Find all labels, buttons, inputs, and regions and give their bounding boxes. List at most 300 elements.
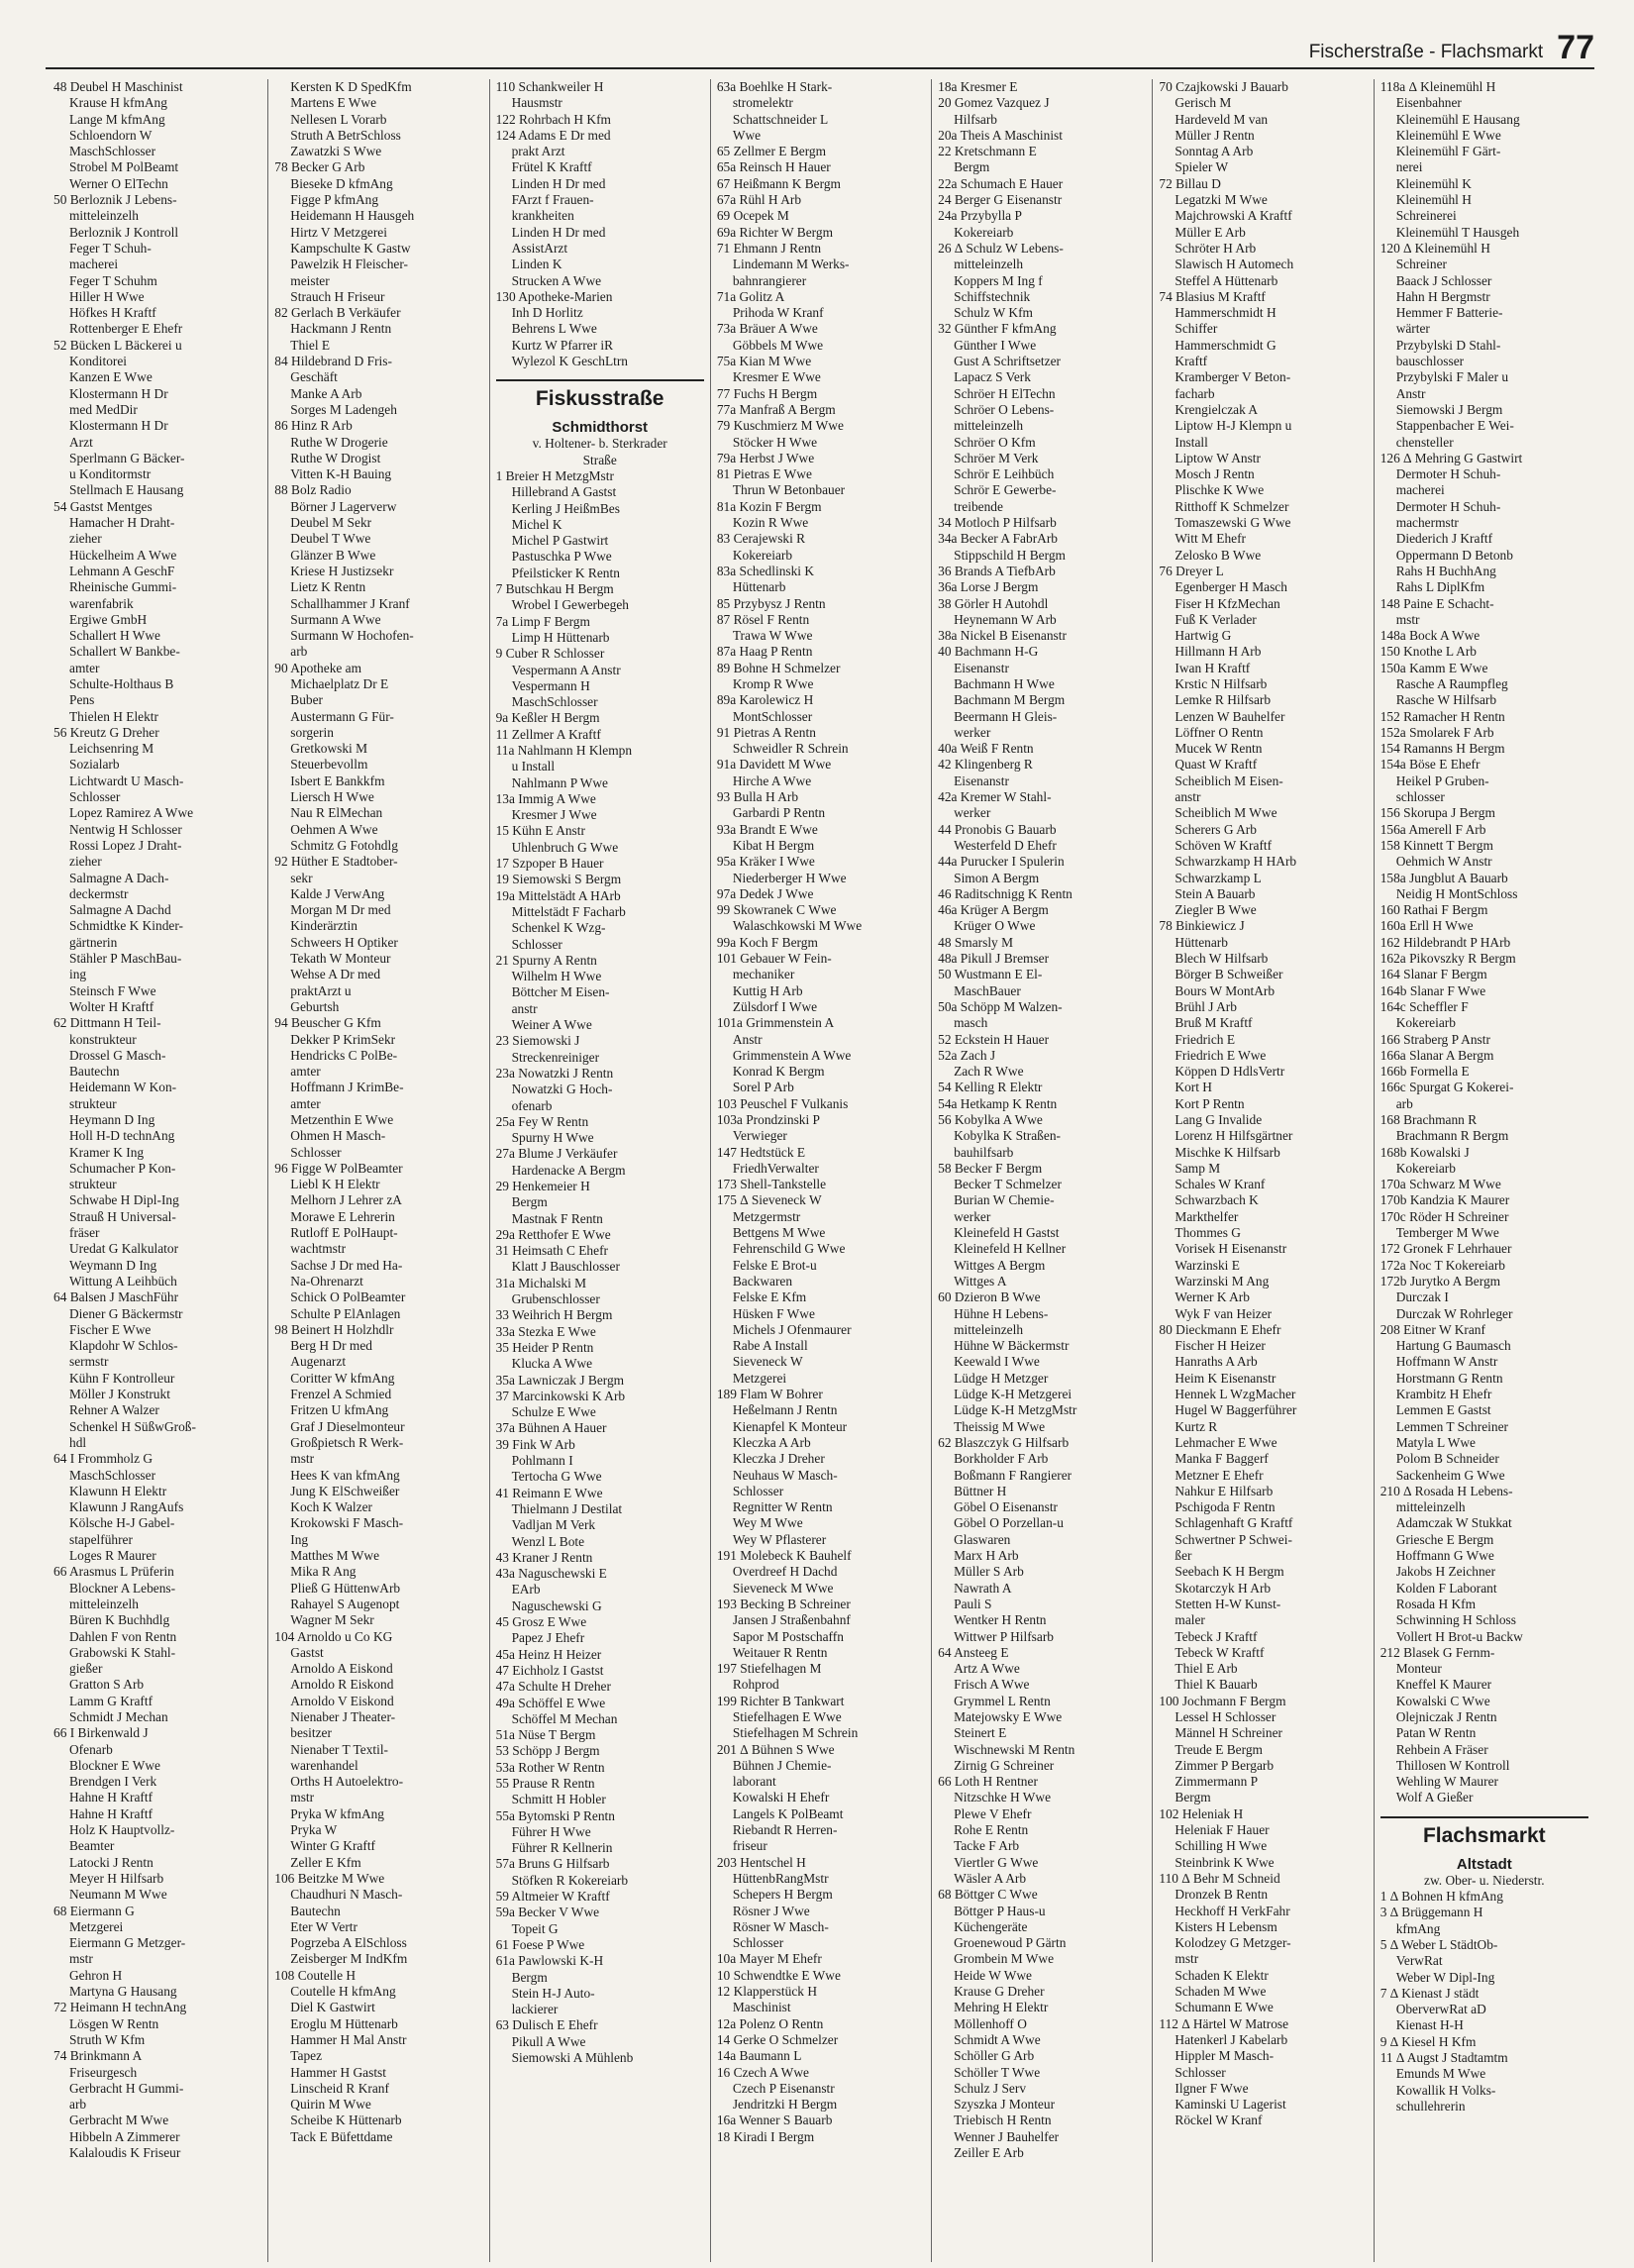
district-heading: Schmidthorst (552, 419, 649, 437)
directory-entry: Limp H Hüttenarb (511, 629, 610, 645)
directory-entry: Kisters H Lebensm (1174, 1918, 1277, 1934)
house-number-entry: 118a ∆ Kleinemühl H (1379, 79, 1496, 94)
directory-entry: Fritzen U kfmAng (290, 1402, 389, 1418)
directory-entry: Bautechn (69, 1064, 120, 1080)
directory-entry: Schwarzkamp H HArb (1174, 854, 1297, 870)
directory-entry: Berloznik J Kontroll (69, 224, 179, 240)
directory-entry: Nitzschke H Wwe (954, 1790, 1052, 1805)
directory-entry: Kleczka A Arb (732, 1434, 811, 1450)
house-number-entry: 112 ∆ Härtel W Matrose (1159, 2015, 1289, 2031)
house-number-entry: 55 Prause R Rentn (495, 1775, 595, 1791)
directory-entry: Rösner J Wwe (732, 1903, 810, 1918)
directory-entry: Fiser H KfzMechan (1174, 595, 1280, 611)
directory-entry: mitteleinzelh (69, 1596, 139, 1611)
directory-entry: Wehse A Dr med (290, 967, 381, 982)
directory-entry: sorgerin (290, 724, 334, 740)
directory-entry: bauhilfsarb (954, 1144, 1014, 1160)
house-number-entry: 103a Prondzinski P (716, 1112, 820, 1127)
directory-entry: Steffel A Hüttenarb (1174, 272, 1278, 288)
house-number-entry: 94 Beuscher G Kfm (274, 1015, 381, 1031)
directory-entry: Eisenanstr (954, 660, 1009, 675)
directory-entry: Zirnig G Schreiner (954, 1757, 1055, 1773)
directory-entry: Hillebrand A Gastst (511, 484, 617, 500)
directory-entry: Höfkes H Kraftf (69, 305, 156, 321)
directory-entry: sekr (290, 870, 313, 885)
directory-entry: Nahkur E Hilfsarb (1174, 1483, 1274, 1498)
directory-entry: Struth A BetrSchloss (290, 127, 401, 143)
directory-entry: Kleczka J Dreher (732, 1451, 825, 1467)
directory-entry: Schiffer (1174, 321, 1218, 337)
directory-entry: Hemmer F Batterie- (1395, 305, 1503, 321)
house-number-entry: 20a Theis A Maschinist (938, 127, 1063, 143)
directory-entry: Kleinemühl T Hausgeh (1395, 224, 1520, 240)
house-number-entry: 93a Brandt E Wwe (716, 821, 818, 837)
directory-entry: Stähler P MaschBau- (69, 951, 182, 967)
house-number-entry: 24 Berger G Eisenanstr (938, 192, 1063, 208)
directory-entry: Hoffmann G Wwe (1395, 1548, 1494, 1564)
directory-entry: bahnrangierer (732, 272, 807, 288)
directory-entry: Möllenhoff O (954, 2015, 1027, 2031)
house-number-entry: 166 Straberg P Anstr (1379, 1031, 1490, 1047)
directory-entry: Thiel K Bauarb (1174, 1677, 1258, 1693)
directory-entry: Lange M kfmAng (69, 111, 165, 127)
directory-entry: Hammer H Gastst (290, 2064, 386, 2080)
directory-entry: Lehmacher E Wwe (1174, 1434, 1277, 1450)
directory-entry: chensteller (1395, 434, 1454, 450)
house-number-entry: 89a Karolewicz H (716, 692, 814, 708)
directory-entry: MaschSchlosser (69, 144, 156, 159)
house-number-entry: 85 Przybysz J Rentn (716, 595, 826, 611)
directory-entry: Hardenacke A Bergm (511, 1162, 626, 1178)
directory-entry: Hardeveld M van (1174, 111, 1269, 127)
directory-entry: Klatt J Bauschlosser (511, 1259, 620, 1275)
directory-entry: Steinert E (954, 1725, 1007, 1741)
house-number-entry: 35a Lawniczak J Bergm (495, 1372, 625, 1388)
directory-entry: Viertler G Wwe (954, 1854, 1039, 1870)
directory-entry: krankheiten (511, 208, 574, 224)
directory-entry: Klostermann H Dr (69, 385, 168, 401)
directory-entry: Morawe E Lehrerin (290, 1208, 395, 1224)
house-number-entry: 166b Formella E (1379, 1064, 1470, 1080)
house-number-entry: 81 Pietras E Wwe (716, 466, 812, 482)
house-number-entry: 168b Kowalski J (1379, 1144, 1470, 1160)
directory-entry: Schlosser (732, 1483, 784, 1498)
directory-entry: Felske E Kfm (732, 1289, 807, 1305)
directory-entry: Führer R Kellnerin (511, 1840, 613, 1856)
directory-entry: Bühnen J Chemie- (732, 1757, 832, 1773)
directory-entry: Salmagne A Dachd (69, 902, 171, 918)
directory-entry: Kowallik H Volks- (1395, 2082, 1496, 2098)
directory-entry: Schlosser (732, 1935, 784, 1951)
directory-entry: Pawelzik H Fleischer- (290, 257, 409, 272)
house-number-entry: 29 Henkemeier H (495, 1179, 590, 1193)
directory-entry: Steinbrink K Wwe (1174, 1854, 1275, 1870)
directory-entry: Tebeck J Kraftf (1174, 1628, 1258, 1644)
directory-entry: Lüdge H Metzger (954, 1370, 1049, 1386)
directory-entry: Gerisch M (1174, 95, 1232, 111)
directory-entry: AssistArzt (511, 240, 568, 256)
directory-entry: Strauch H Friseur (290, 288, 385, 304)
house-number-entry: 54a Hetkamp K Rentn (938, 1095, 1058, 1111)
directory-entry: werker (954, 1208, 991, 1224)
directory-entry: Schulte P ElAnlagen (290, 1305, 401, 1321)
house-number-entry: 18a Kresmer E (938, 79, 1018, 94)
directory-entry: Küchengeräte (954, 1918, 1028, 1934)
house-number-entry: 54 Kelling R Elektr (938, 1080, 1043, 1095)
directory-entry: Rabe A Install (732, 1338, 808, 1354)
house-number-entry: 83a Schedlinski K (716, 563, 815, 578)
directory-entry: anstr (511, 1000, 538, 1016)
house-number-entry: 19a Mittelstädt A HArb (495, 887, 621, 903)
directory-entry: Kinderärztin (290, 918, 357, 934)
directory-entry: Schröer H ElTechn (954, 385, 1056, 401)
directory-entry: Linscheid R Kranf (290, 2080, 389, 2096)
directory-entry: hdl (69, 1434, 87, 1450)
directory-entry: Schreiner (1395, 257, 1447, 272)
directory-entry: Orths H Autoelektro- (290, 1774, 404, 1790)
directory-entry: Schaden K Elektr (1174, 1967, 1269, 1983)
directory-entry: Konrad K Bergm (732, 1064, 825, 1080)
directory-entry: Schröer O Lebens- (954, 401, 1055, 417)
house-number-entry: 29a Retthofer E Wwe (495, 1226, 611, 1242)
house-number-entry: 91a Davidett M Wwe (716, 757, 832, 773)
directory-entry: Schulte-Holthaus B (69, 675, 174, 691)
directory-entry: Hahne H Kraftf (69, 1805, 153, 1821)
house-number-entry: 61 Foese P Wwe (495, 1936, 585, 1952)
directory-entry: Weymann D Ing (69, 1257, 157, 1273)
directory-entry: Schöller T Wwe (954, 2064, 1041, 2080)
directory-entry: Matyla L Wwe (1395, 1434, 1477, 1450)
house-number-entry: 90 Apotheke am (274, 660, 362, 675)
directory-entry: Schales W Kranf (1174, 1177, 1266, 1192)
directory-entry: Polom B Schneider (1395, 1451, 1499, 1467)
house-number-entry: 164c Scheffler F (1379, 998, 1469, 1014)
directory-entry: Mastnak F Rentn (511, 1210, 603, 1226)
directory-entry: Felske E Brot-u (732, 1257, 817, 1273)
directory-entry: Brendgen I Verk (69, 1774, 157, 1790)
directory-entry: machermstr (1395, 515, 1459, 531)
directory-entry: Sorges M Ladengeh (290, 401, 397, 417)
directory-entry: Rahs H BuchhAng (1395, 563, 1496, 578)
directory-entry: wärter (1395, 321, 1430, 337)
house-number-entry: 70 Czajkowski J Bauarb (1159, 79, 1288, 94)
house-number-entry: 66 Arasmus L Prüferin (53, 1564, 174, 1580)
directory-entry: Thillosen W Kontroll (1395, 1757, 1510, 1773)
house-number-entry: 97a Dedek J Wwe (716, 885, 814, 901)
directory-entry: Hühne W Bäckermstr (954, 1338, 1070, 1354)
directory-entry: MaschSchlosser (69, 1467, 156, 1483)
directory-entry: Plischke K Wwe (1174, 482, 1265, 498)
house-number-entry: 55a Bytomski P Rentn (495, 1807, 615, 1823)
directory-entry: Hartung G Baumasch (1395, 1338, 1511, 1354)
directory-entry: Coritter W kfmAng (290, 1370, 395, 1386)
directory-entry: Kuttig H Arb (732, 982, 803, 998)
column-1 (48, 79, 267, 2262)
directory-entry: MaschSchlosser (511, 694, 598, 710)
directory-entry: Heikel P Gruben- (1395, 773, 1489, 788)
directory-entry: Przybylski D Stahl- (1395, 337, 1501, 353)
directory-entry: Arnoldo A Eiskond (290, 1661, 393, 1677)
directory-entry: Hendricks C PolBe- (290, 1047, 398, 1063)
house-number-entry: 10 Schwendtke E Wwe (716, 1967, 841, 1983)
directory-entry: Kolodzey G Metzger- (1174, 1935, 1291, 1951)
directory-entry: Fischer H Heizer (1174, 1338, 1266, 1354)
directory-entry: Krüger O Wwe (954, 918, 1036, 934)
directory-entry: Schiffstechnik (954, 288, 1031, 304)
directory-entry: Hahne H Kraftf (69, 1790, 153, 1805)
directory-entry: Siemowski A Mühlenb (511, 2050, 634, 2066)
directory-entry: Tacke F Arb (954, 1838, 1020, 1854)
house-number-entry: 154a Böse E Ehefr (1379, 757, 1481, 773)
directory-entry: maler (1174, 1612, 1205, 1628)
directory-entry: Wäsler A Arb (954, 1870, 1027, 1886)
house-number-entry: 77 Fuchs H Bergm (716, 385, 818, 401)
directory-entry: Böttcher M Eisen- (511, 984, 610, 1000)
house-number-entry: 162a Pikovszky R Bergm (1379, 951, 1516, 967)
directory-entry: Stöfken R Kokereiarb (511, 1872, 629, 1888)
directory-entry: Quast W Kraftf (1174, 757, 1258, 773)
house-number-entry: 46a Krüger A Bergm (938, 902, 1049, 918)
directory-entry: Konditorei (69, 354, 128, 369)
house-number-entry: 7a Limp F Bergm (495, 613, 590, 629)
house-number-entry: 81a Kozin F Bergm (716, 498, 822, 514)
directory-entry: Hüttenarb (732, 579, 786, 595)
directory-entry: Ohmen H Masch- (290, 1128, 386, 1144)
directory-entry: Kleinemühl F Gärt- (1395, 144, 1501, 159)
directory-entry: Röckel W Kranf (1174, 2113, 1263, 2128)
house-number-entry: 93 Bulla H Arb (716, 789, 799, 805)
directory-entry: Feger T Schuhm (69, 272, 157, 288)
directory-entry: Lemmen E Gastst (1395, 1402, 1491, 1418)
directory-entry: Eter W Vertr (290, 1918, 357, 1934)
house-number-entry: 203 Hentschel H (716, 1854, 806, 1870)
house-number-entry: 88 Bolz Radio (274, 482, 352, 498)
directory-entry: Grombein M Wwe (954, 1951, 1055, 1967)
house-number-entry: 34a Becker A FabrArb (938, 531, 1058, 547)
house-number-entry: 87a Haag P Rentn (716, 644, 813, 660)
house-number-entry: 49a Schöffel E Wwe (495, 1695, 606, 1710)
directory-entry: friseur (732, 1838, 767, 1854)
directory-entry: Schrör E Gewerbe- (954, 482, 1057, 498)
directory-entry: Slawisch H Automech (1174, 257, 1294, 272)
house-number-entry: 71 Ehmann J Rentn (716, 240, 822, 256)
directory-entry: Stiefelhagen E Wwe (732, 1708, 842, 1724)
directory-entry: Günther I Wwe (954, 337, 1037, 353)
house-number-entry: 170c Röder H Schreiner (1379, 1208, 1509, 1224)
directory-entry: Rheinische Gummi- (69, 579, 177, 595)
house-number-entry: 14 Gerke O Schmelzer (716, 2031, 839, 2047)
directory-entry: Rehner A Walzer (69, 1402, 159, 1418)
directory-entry: Tapez (290, 2048, 323, 2064)
directory-entry: Zimmermann P (1174, 1774, 1259, 1790)
house-number-entry: 53 Schöpp J Bergm (495, 1743, 600, 1759)
directory-entry: Dermoter H Schuh- (1395, 498, 1501, 514)
directory-entry: Stein A Bauarb (1174, 885, 1256, 901)
directory-entry: Koppers M Ing f (954, 272, 1043, 288)
house-number-entry: 62 Dittmann H Teil- (53, 1015, 161, 1031)
house-number-entry: 106 Beitzke M Wwe (274, 1870, 385, 1886)
directory-entry: Wrobel I Gewerbegeh (511, 597, 629, 613)
directory-entry: Linden H Dr med (511, 175, 606, 191)
directory-entry: facharb (1174, 385, 1215, 401)
directory-entry: prakt Arzt (511, 144, 565, 159)
directory-entry: Lüdge K-H Metzgerei (954, 1387, 1072, 1402)
directory-entry: Griesche E Bergm (1395, 1531, 1494, 1547)
directory-entry: mitteleinzelh (954, 418, 1024, 434)
house-number-entry: 37a Bühnen A Hauer (495, 1420, 607, 1436)
street-heading: Fiskusstraße (496, 379, 704, 413)
directory-entry: Pohlmann I (511, 1453, 573, 1469)
directory-entry: Weiner A Wwe (511, 1017, 592, 1033)
house-number-entry: 9 Cuber R Schlosser (495, 646, 605, 662)
directory-entry: bauschlosser (1395, 354, 1465, 369)
directory-entry: Verwieger (732, 1128, 787, 1144)
directory-entry: Eroglu M Hüttenarb (290, 2015, 398, 2031)
directory-entry: macherei (1395, 482, 1445, 498)
directory-entry: Hammerschmidt G (1174, 337, 1277, 353)
house-number-entry: 164 Slanar F Bergm (1379, 967, 1487, 982)
directory-entry: Hanraths A Arb (1174, 1354, 1258, 1370)
directory-entry: Jung K ElSchweißer (290, 1483, 400, 1498)
directory-entry: Fehrenschild G Wwe (732, 1241, 846, 1257)
directory-entry: Pryka W kfmAng (290, 1805, 385, 1821)
directory-entry: Sieveneck M Wwe (732, 1580, 834, 1596)
directory-entry: Morgan M Dr med (290, 902, 391, 918)
directory-entry: Klapdohr W Schlos- (69, 1338, 178, 1354)
directory-entry: Böttger P Haus-u (954, 1903, 1046, 1918)
house-number-entry: 102 Heleniak H (1159, 1805, 1244, 1821)
house-number-entry: 95a Kräker I Wwe (716, 854, 815, 870)
directory-entry: Mucek W Rentn (1174, 741, 1263, 757)
directory-entry: Metzgerei (69, 1918, 124, 1934)
directory-entry: Ofenarb (69, 1741, 113, 1757)
directory-entry: Führer H Wwe (511, 1823, 591, 1839)
directory-entry: Kienast H-H (1395, 2017, 1464, 2033)
house-number-entry: 201 ∆ Bühnen S Wwe (716, 1741, 835, 1757)
directory-entry: Kersten K D SpedKfm (290, 79, 412, 94)
directory-entry: Kolden F Laborant (1395, 1580, 1497, 1596)
directory-entry: Vollert H Brot-u Backw (1395, 1628, 1523, 1644)
house-number-entry: 27a Blume J Verkäufer (495, 1146, 618, 1162)
house-number-entry: 100 Jochmann F Bergm (1159, 1693, 1286, 1708)
house-number-entry: 71a Golitz A (716, 288, 785, 304)
directory-entry: Schick O PolBeamter (290, 1289, 406, 1305)
directory-entry: Feger T Schuh- (69, 240, 152, 256)
directory-entry: Dermoter H Schuh- (1395, 466, 1501, 482)
directory-entry: Stöcker H Wwe (732, 434, 818, 450)
directory-entry: Neumann M Wwe (69, 1887, 167, 1903)
directory-entry: Maschinist (732, 2000, 791, 2015)
directory-entry: Rösner W Masch- (732, 1918, 829, 1934)
house-number-entry: 40 Bachmann H-G (938, 644, 1039, 660)
directory-entry: Markthelfer (1174, 1208, 1239, 1224)
directory-entry: Zach R Wwe (954, 1064, 1024, 1080)
directory-entry: Sackenheim G Wwe (1395, 1467, 1505, 1483)
directory-entry: Schrör E Leihbüch (954, 466, 1055, 482)
directory-entry: Hennek L WzgMacher (1174, 1387, 1296, 1402)
directory-entry: Nienaber T Textil- (290, 1741, 389, 1757)
directory-entry: amter (290, 1095, 321, 1111)
directory-entry: strukteur (69, 1095, 117, 1111)
directory-entry: Stellmach E Hausang (69, 482, 184, 498)
street-range: v. Holtener- b. Sterkrader (532, 436, 667, 452)
directory-entry: Börner J Lagerverw (290, 498, 397, 514)
directory-entry: Fuß K Verlader (1174, 611, 1257, 627)
house-number-entry: 126 ∆ Mehring G Gastwirt (1379, 450, 1523, 465)
directory-entry: Melhorn J Lehrer zA (290, 1192, 402, 1208)
directory-entry: Schöven W Kraftf (1174, 837, 1273, 853)
page-number: 77 (1557, 29, 1594, 66)
directory-entry: Anstr (732, 1031, 763, 1047)
directory-entry: konstrukteur (69, 1031, 137, 1047)
house-number-entry: 64 I Frommholz G (53, 1451, 153, 1467)
house-number-entry: 160 Rathai F Bergm (1379, 902, 1488, 918)
directory-entry: Brühl J Arb (1174, 998, 1237, 1014)
house-number-entry: 150 Knothe L Arb (1379, 644, 1478, 660)
house-number-entry: 25a Fey W Rentn (495, 1113, 589, 1129)
directory-entry: meister (290, 272, 330, 288)
directory-entry: Friseurgesch (69, 2064, 138, 2080)
house-number-entry: 76 Dreyer L (1159, 563, 1224, 578)
house-number-entry: 66 I Birkenwald J (53, 1725, 149, 1741)
house-number-entry: 84 Hildebrand D Fris- (274, 354, 392, 369)
directory-entry: Jendritzki H Bergm (732, 2097, 838, 2113)
directory-entry: Pauli S (954, 1596, 992, 1611)
directory-entry: Schmidt A Wwe (954, 2031, 1041, 2047)
directory-entry: Heim K Eisenanstr (1174, 1370, 1277, 1386)
directory-entry: u Install (511, 759, 556, 774)
directory-entry: OberverwRat aD (1395, 2002, 1486, 2017)
directory-entry: Scheiblich M Wwe (1174, 805, 1277, 821)
directory-entry: Schweidler R Schrein (732, 741, 849, 757)
house-number-entry: 162 Hildebrandt P HArb (1379, 934, 1511, 950)
house-number-entry: 63a Boehlke H Stark- (716, 79, 833, 94)
directory-entry: Schröer O Kfm (954, 434, 1036, 450)
house-number-entry: 45a Heinz H Heizer (495, 1646, 602, 1662)
directory-entry: Hoffmann W Anstr (1395, 1354, 1498, 1370)
directory-entry: Kozin R Wwe (732, 515, 809, 531)
house-number-entry: 60 Dzieron B Wwe (938, 1289, 1041, 1305)
directory-entry: Thiel E (290, 337, 331, 353)
directory-entry: masch (954, 1015, 988, 1031)
directory-entry: Rottenberger E Ehefr (69, 321, 183, 337)
directory-entry: mstr (290, 1451, 315, 1467)
directory-entry: Steuerbevollm (290, 757, 368, 773)
house-number-entry: 104 Arnoldo u Co KG (274, 1628, 393, 1644)
house-number-entry: 31a Michalski M (495, 1275, 587, 1290)
directory-entry: Lapacz S Verk (954, 369, 1031, 385)
house-number-entry: 83 Cerajewski R (716, 531, 806, 547)
house-number-entry: 16 Czech A Wwe (716, 2064, 809, 2080)
directory-entry: Schumann E Wwe (1174, 2000, 1274, 2015)
house-number-entry: 38a Nickel B Eisenanstr (938, 628, 1067, 644)
directory-entry: Schepers H Bergm (732, 1887, 833, 1903)
directory-entry: Leichsenring M (69, 741, 154, 757)
directory-entry: zieher (69, 854, 102, 870)
directory-entry: Topeit G (511, 1920, 559, 1936)
directory-entry: Kühn F Kontrolleur (69, 1370, 175, 1386)
directory-entry: Wagner M Sekr (290, 1612, 374, 1628)
directory-entry: Michels J Ofenmaurer (732, 1321, 852, 1337)
directory-entry: Kokereiarb (1395, 1160, 1456, 1176)
directory-entry: Witt M Ehefr (1174, 531, 1247, 547)
house-number-entry: 189 Flam W Bohrer (716, 1387, 823, 1402)
directory-entry: Theissig M Wwe (954, 1418, 1046, 1434)
directory-entry: Wehling W Maurer (1395, 1774, 1498, 1790)
directory-entry: Langels K PolBeamt (732, 1805, 844, 1821)
directory-entry: mechaniker (732, 967, 795, 982)
directory-entry: Stein H-J Auto- (511, 1985, 595, 2001)
